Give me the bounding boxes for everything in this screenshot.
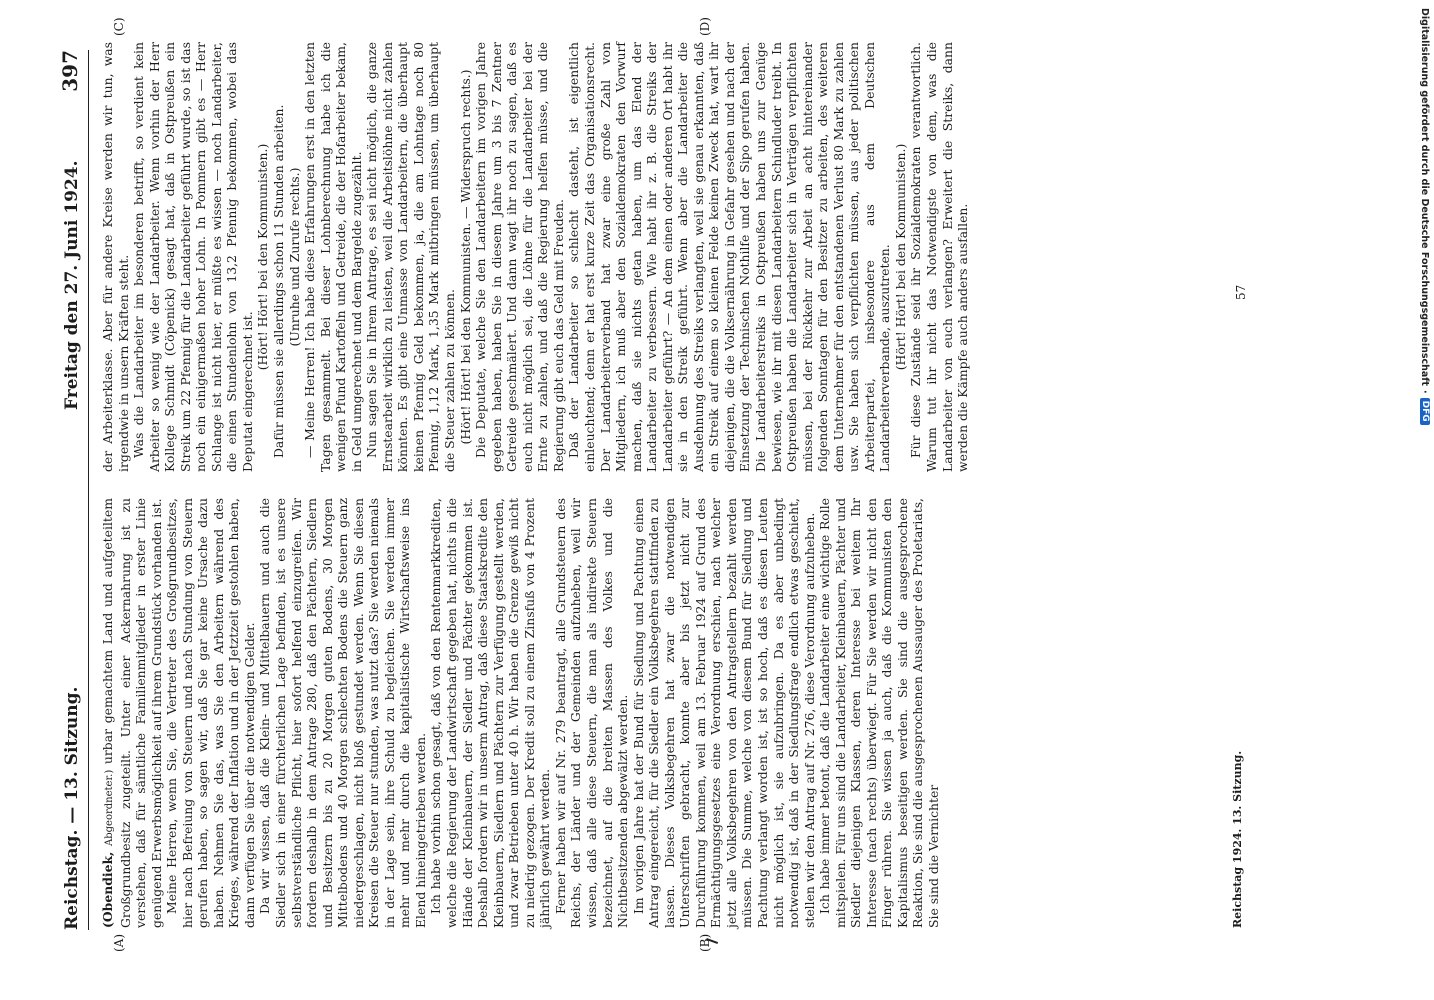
dfg-logo-icon: DFG: [1420, 398, 1430, 425]
margin-marker-d: (D): [698, 17, 712, 36]
paragraph: Die Deputate, welche Sie den Landarbeitern im vorigen Jahre gegeben haben, haben Sie in diesem Jahre um 3 bis 7 Zentner Getreide geschmälert. Und dann wagt ihr noch zu sagen, daß es euch nicht möglich sei, die Löhne für die Landarbeiter bei der Ernte zu zahlen, und daß die Regierung helfen müsse, und die Regierung gibt euch das Geld mit Freuden.: [473, 42, 566, 472]
page-header: [48, 50, 89, 930]
interjection: (Hört! Hört! bei den Kommunisten.): [892, 143, 908, 371]
interjection: (Hört! Hört! bei den Kommunisten.): [255, 143, 271, 371]
paragraph: — Meine Herren! Ich habe diese Erfahrungen erst in den letzten Tagen gesammelt. Bei dieser Lohnberechnung habe ich die wenigen Pfund Kartoffeln und Getreide, die der Hofarbeiter bekam, in Geld umgerechnet und dem Bargelde zugezählt.: [302, 42, 364, 472]
paragraph: Nun sagen Sie in Ihrem Antrage, es sei nicht möglich, die ganze Ernstearbeit wirklich zu leisten, weil die Arbeitslöhne nicht zahlen könnten. Es gibt eine Unmasse von Landarbeitern, die überhaupt keinen Pfennig Geld bekommen, ja, die am Lohntage noch 80 Pfennig, 1,12 Mark, 1,35 Mark mitbringen müssen, um überhaupt die Steuer zahlen zu können.: [364, 42, 458, 472]
footer-signature: Reichstag 1924. 13. Sitzung.: [1231, 750, 1244, 928]
paragraph: urbar gemachtem Land und aufgeteiltem Großgrundbesitz zugeteilt. Unter einer Ackernahrung ist zu verstehen, daß für sämtliche Familienmitglieder in erster Linie genügend Erwerbsmöglichkeit auf ihrem Grundstück vorhanden ist.: [100, 498, 164, 928]
header-date: Freitag den 27. Juni 1924.: [62, 160, 82, 410]
interjection: (Unruhe und Zurufe rechts.): [286, 167, 302, 347]
paragraph: Ferner haben wir auf Nr. 279 beantragt, alle Grundsteuern des Reichs, der Länder und der Gemeinden aufzuheben, weil wir wissen, daß alle diese Steuern, die man als indirekte Steuern bezeichnet, auf die breiten Massen des Volkes und die Nichtbesitzenden abgewälzt werden.: [552, 498, 631, 928]
speaker-paragraph: [100, 498, 164, 928]
paragraph: Daß der Landarbeiter so schlecht dasteht, ist eigentlich einleuchtend; denn er hat erst kurze Zeit das Organisationsrecht. Der Landarbeiterverband hat zwar eine große Zahl von Mitgliedern, ich muß aber den Sozialdemokraten den Vorwurf machen, daß sie nichts getan haben, um das Elend der Landarbeiter zu verbessern. Wie habt ihr z. B. die Streiks der Landarbeiter geführt? — An dem einen oder anderen Ort habt ihr sie in den Streik geführt. Wenn aber die Landarbeiter die Ausdehnung des Streiks verlangten, weil sie genau erkannten, daß ein Streik auf einem so kleinen Felde keinen Zweck hat, wart ihr diejenigen, die die Volksernährung in Gefahr gesehen und nach der Einsetzung der Technischen Nothilfe und der Sipo gerufen haben. Die Landarbeiterstreiks in Ostpreußen haben uns zur Genüge bewiesen, wie ihr mit diesen Landarbeitern Schindluder treibt. In Ostpreußen haben die Landarbeiter sich in Verträgen verpflichten müssen, bei der Rückkehr zur Arbeit an acht hintereinander folgenden Sonntagen für den Besitzer zu arbeiten, des weiteren dem Unternehmer für den entstandenen Verlust 80 Mark zu zahlen usw. Sie haben sich verpflichten müssen, aus jeder politischen Arbeiterpartei, insbesondere aus dem Deutschen Landarbeiterverbande, auszutreten.: [566, 42, 893, 472]
page-number: 397: [58, 50, 82, 92]
footer-sheet-number: 57: [1234, 284, 1248, 300]
margin-marker-a: (A): [112, 933, 126, 952]
dfg-sidenote-text: Digitalisierung gefördert durch die Deutsche Forschungsgemeinschaft: [1419, 8, 1431, 386]
dfg-sidenote: Digitalisierung gefördert durch die Deutsche Forschungsgemeinschaft · DFG: [1418, 8, 1432, 998]
paragraph: Im vorigen Jahre hat der Bund für Siedlung und Pachtung einen Antrag eingereicht, für die Siedler ein Volksbegehren stattfinden zu lassen. Dieses Volksbegehren hat zwar die notwendigen Unterschriften gebracht, konnte aber bis jetzt nicht zur Durchführung kommen, weil am 13. Februar 1924 auf Grund des Ermächtigungsgesetzes eine Verordnung erschien, nach welcher jetzt alle Volksbegehren von den Antragstellern bezahlt werden müssen. Die Summe, welche von diesem Bund für Siedlung und Pachtung verlangt worden ist, ist so hoch, daß es diesen Leuten nicht möglich ist, sie aufzubringen. Da es aber unbedingt notwendig ist, daß in der Siedlungsfrage endlich etwas geschieht, stellen wir den Antrag auf Nr. 276, diese Verordnung aufzuheben.: [630, 498, 817, 928]
paragraph: Meine Herren, wenn Sie, die Vertreter des Großgrundbesitzes, hier nach Befreiung von Steuern und nach Stundung von Steuern gerufen haben, so sagen wir, daß Sie gar keine Ursache dazu haben. Nehmen Sie das, was Sie den Arbeitern während des Krieges, während der Inflation und in der Jetztzeit gestohlen haben, dann verfügen Sie über die notwendigen Gelder.: [164, 498, 257, 928]
left-column: [100, 498, 1220, 928]
interjection: (Hört! Hört! bei den Kommunisten. — Widerspruch rechts.): [457, 69, 473, 445]
header-session: Reichstag. — 13. Sitzung.: [62, 686, 82, 930]
paragraph: Dafür müssen sie allerdings schon 11 Stunden arbeiten.: [271, 104, 287, 458]
right-column: [100, 42, 1220, 472]
paragraph: Ich habe immer betont, daß die Landarbeiter eine wichtige Rolle mitspielen. Für uns sind die Landarbeiter, Kleinbauern, Pächter und Siedler diejenigen Klassen, deren Interesse bei weitem Ihr Interesse (nach rechts) überwiegt. Für Sie werden wir nicht den Finger rühren. Sie wissen ja auch, daß die Kommunisten den Kapitalismus beseitigen werden. Sie sind die ausgesprochene Reaktion, Sie sind die ausgesprochenen Aussauger des Proletariats, Sie sind die Vernichter: [817, 498, 941, 928]
paragraph: Was die Landarbeiter im besonderen betrifft, so verdient kein Arbeiter so wenig wie der Landarbeiter. Wenn vorhin der Herr Kollege Schmidt (Cöpenick) gesagt hat, daß in Ostpreußen ein Streik um 22 Pfennig für die Landarbeiter geführt wurde, so ist das noch ein einigermaßen hoher Lohn. In Pommern gibt es — Herr Schlange ist nicht hier, er müßte es wissen — noch Landarbeiter, die einen Stundenlohn von 13,2 Pfennig bekommen, wobei das Deputat eingerechnet ist.: [131, 42, 255, 472]
speaker-role: Abgeordneter.): [104, 769, 115, 846]
paragraph: der Arbeiterklasse. Aber für andere Kreise werden wir tun, was irgendwie in unsern Kräften steht.: [100, 42, 131, 472]
paragraph: Für diese Zustände seid ihr Sozialdemokraten verantwortlich. Warum tut ihr nicht das Notwendigste von dem, was die Landarbeiter von euch verlangen? Erweitert die Streiks, dann werden die Kämpfe auch anders ausfallen.: [908, 42, 971, 472]
margin-marker-b: (B): [698, 933, 712, 952]
paragraph: Da wir wissen, daß die Klein- und Mittelbauern und auch die Siedler sich in einer fürchterlichen Lage befinden, ist es unsere selbstverständliche Pflicht, hier sofort helfend einzugreifen. Wir fordern deshalb in dem Antrage 280, daß den Pächtern, Siedlern und Besitzern bis zu 20 Morgen guten Bodens, 30 Morgen Mittelbodens und 40 Morgen schlechten Bodens die Steuern ganz niedergeschlagen, nicht bloß gestundet werden. Wenn Sie diesen Kreisen die Steuer nur stunden, was nutzt das? Sie werden niemals in der Lage sein, ihre Schuld zu begleichen. Sie werden immer mehr und mehr durch die kapitalistische Wirtschaftsweise ins Elend hineingetrieben werden.: [257, 498, 428, 928]
paragraph: Ich habe vorhin schon gesagt, daß von den Rentenmarkkrediten, welche die Regierung der Landwirtschaft gegeben hat, nichts in die Hände der Kleinbauern, der Siedler und Pächter gekommen ist. Deshalb fordern wir in unserm Antrag, daß diese Staatskredite den Kleinbauern, Siedlern und Pächtern zur Verfügung gestellt werden, und zwar Betrieben unter 40 h. Wir haben die Grenze gewiß nicht zu niedrig gezogen. Der Kredit soll zu einem Zinsfuß von 4 Prozent jährlich gewährt werden.: [428, 498, 553, 928]
margin-marker-c: (C): [112, 17, 126, 36]
speaker-name: (Obendiek,: [100, 851, 115, 928]
